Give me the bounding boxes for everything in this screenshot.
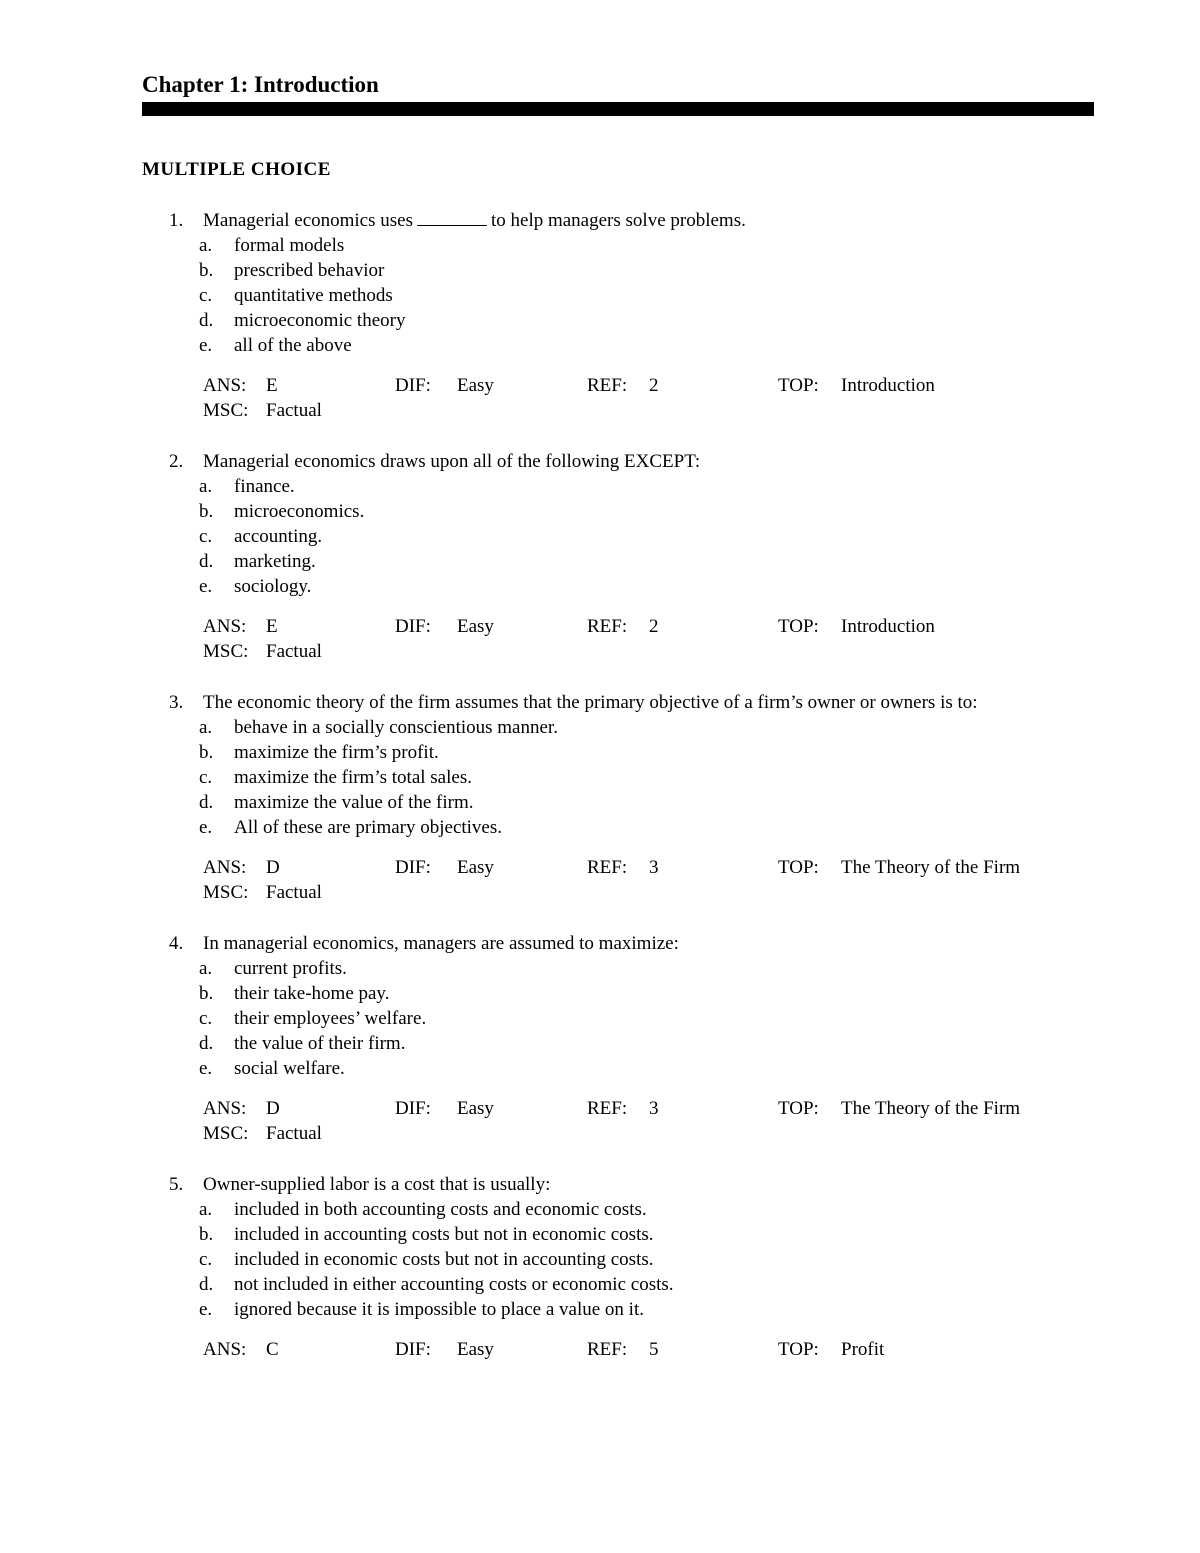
msc-value: Factual	[266, 400, 322, 421]
option-text: prescribed behavior	[234, 260, 385, 281]
answer-metadata	[142, 1096, 1094, 1146]
option-a	[142, 233, 1094, 258]
top-value: Introduction	[841, 616, 935, 637]
msc-label: MSC:	[203, 1123, 249, 1144]
ref-label: REF:	[587, 1339, 628, 1360]
option-letter: e.	[199, 335, 213, 356]
option-text: maximize the firm’s profit.	[234, 742, 439, 763]
msc-label: MSC:	[203, 882, 249, 903]
option-letter: a.	[199, 235, 213, 256]
ans-value: C	[266, 1339, 279, 1360]
dif-label: DIF:	[395, 857, 431, 878]
option-letter: d.	[199, 1033, 214, 1054]
question-number: 4.	[169, 933, 184, 954]
option-c	[142, 1247, 1094, 1272]
option-text: finance.	[234, 476, 295, 497]
question-number: 1.	[169, 210, 184, 231]
ans-value: D	[266, 857, 280, 878]
option-d	[142, 308, 1094, 333]
option-letter: d.	[199, 551, 214, 572]
option-letter: e.	[199, 1058, 213, 1079]
option-text: included in economic costs but not in accounting costs.	[234, 1249, 654, 1270]
ref-value: 3	[649, 857, 659, 878]
option-text: All of these are primary objectives.	[234, 817, 503, 838]
question-3	[142, 690, 1094, 905]
ref-value: 2	[649, 375, 659, 396]
dif-label: DIF:	[395, 616, 431, 637]
option-text: included in both accounting costs and economic costs.	[234, 1199, 647, 1220]
option-text: microeconomics.	[234, 501, 365, 522]
option-e	[142, 574, 1094, 599]
question-4	[142, 931, 1094, 1146]
answer-metadata	[142, 855, 1094, 905]
option-text: ignored because it is impossible to place a value on it.	[234, 1299, 644, 1320]
option-list	[142, 1197, 1094, 1322]
answer-metadata	[142, 614, 1094, 664]
option-text: behave in a socially conscientious manner.	[234, 717, 558, 738]
top-value: The Theory of the Firm	[841, 1098, 1021, 1119]
dif-value: Easy	[457, 857, 494, 878]
dif-label: DIF:	[395, 1339, 431, 1360]
dif-label: DIF:	[395, 375, 431, 396]
ref-label: REF:	[587, 616, 628, 637]
dif-label: DIF:	[395, 1098, 431, 1119]
question-text: Managerial economics draws upon all of the following EXCEPT:	[203, 451, 701, 472]
option-text: marketing.	[234, 551, 316, 572]
option-b	[142, 499, 1094, 524]
question-number: 5.	[169, 1174, 184, 1195]
ans-label: ANS:	[203, 375, 247, 396]
ans-label: ANS:	[203, 857, 247, 878]
title-rule	[142, 102, 1094, 116]
top-label: TOP:	[778, 375, 819, 396]
option-c	[142, 1006, 1094, 1031]
option-letter: d.	[199, 1274, 214, 1295]
option-d	[142, 790, 1094, 815]
option-letter: c.	[199, 1008, 213, 1029]
option-e	[142, 1297, 1094, 1322]
option-c	[142, 283, 1094, 308]
document-page	[142, 70, 1094, 1362]
option-list	[142, 474, 1094, 599]
msc-label: MSC:	[203, 641, 249, 662]
question-number: 2.	[169, 451, 184, 472]
option-text: quantitative methods	[234, 285, 393, 306]
option-c	[142, 524, 1094, 549]
option-text: sociology.	[234, 576, 312, 597]
ref-value: 5	[649, 1339, 659, 1360]
ans-label: ANS:	[203, 1098, 247, 1119]
option-text: included in accounting costs but not in economic costs.	[234, 1224, 654, 1245]
option-b	[142, 1222, 1094, 1247]
dif-value: Easy	[457, 616, 494, 637]
option-letter: c.	[199, 285, 213, 306]
option-text: all of the above	[234, 335, 352, 356]
option-list	[142, 956, 1094, 1081]
question-text-after: to help managers solve problems.	[490, 210, 746, 231]
option-a	[142, 474, 1094, 499]
option-letter: b.	[199, 501, 214, 522]
question-text: The economic theory of the firm assumes that the primary objective of a firm’s owner or owners is to:	[203, 692, 978, 713]
option-a	[142, 715, 1094, 740]
question-2	[142, 449, 1094, 664]
option-d	[142, 549, 1094, 574]
option-text: their employees’ welfare.	[234, 1008, 427, 1029]
option-letter: a.	[199, 476, 213, 497]
option-b	[142, 258, 1094, 283]
option-a	[142, 1197, 1094, 1222]
top-label: TOP:	[778, 616, 819, 637]
option-text: formal models	[234, 235, 345, 256]
msc-label: MSC:	[203, 400, 249, 421]
option-text: maximize the firm’s total sales.	[234, 767, 472, 788]
dif-value: Easy	[457, 1098, 494, 1119]
ans-value: E	[266, 375, 278, 396]
ans-value: D	[266, 1098, 280, 1119]
option-letter: b.	[199, 1224, 214, 1245]
option-e	[142, 1056, 1094, 1081]
question-text: In managerial economics, managers are assumed to maximize:	[203, 933, 679, 954]
msc-value: Factual	[266, 641, 322, 662]
option-letter: b.	[199, 983, 214, 1004]
ref-value: 2	[649, 616, 659, 637]
top-label: TOP:	[778, 1339, 819, 1360]
option-letter: e.	[199, 817, 213, 838]
option-b	[142, 740, 1094, 765]
option-list	[142, 233, 1094, 358]
top-value: The Theory of the Firm	[841, 857, 1021, 878]
option-letter: e.	[199, 576, 213, 597]
question-5	[142, 1172, 1094, 1362]
option-letter: e.	[199, 1299, 213, 1320]
top-value: Profit	[841, 1339, 885, 1360]
option-text: their take-home pay.	[234, 983, 390, 1004]
option-text: social welfare.	[234, 1058, 345, 1079]
top-label: TOP:	[778, 1098, 819, 1119]
option-text: maximize the value of the firm.	[234, 792, 474, 813]
option-list	[142, 715, 1094, 840]
section-heading: MULTIPLE CHOICE	[142, 159, 331, 180]
question-text: Owner-supplied labor is a cost that is usually:	[203, 1174, 551, 1195]
option-text: microeconomic theory	[234, 310, 406, 331]
msc-value: Factual	[266, 1123, 322, 1144]
dif-value: Easy	[457, 375, 494, 396]
top-value: Introduction	[841, 375, 935, 396]
option-text: not included in either accounting costs or economic costs.	[234, 1274, 674, 1295]
answer-metadata	[142, 373, 1094, 423]
ref-label: REF:	[587, 1098, 628, 1119]
option-letter: d.	[199, 310, 214, 331]
question-text-before: Managerial economics uses	[203, 210, 413, 231]
option-text: current profits.	[234, 958, 347, 979]
option-letter: c.	[199, 526, 213, 547]
ans-label: ANS:	[203, 1339, 247, 1360]
option-letter: d.	[199, 792, 214, 813]
option-letter: a.	[199, 717, 213, 738]
option-letter: a.	[199, 958, 213, 979]
option-d	[142, 1031, 1094, 1056]
ans-value: E	[266, 616, 278, 637]
msc-value: Factual	[266, 882, 322, 903]
question-number: 3.	[169, 692, 184, 713]
option-letter: c.	[199, 1249, 213, 1270]
chapter-title: Chapter 1: Introduction	[142, 72, 379, 97]
option-letter: a.	[199, 1199, 213, 1220]
ref-label: REF:	[587, 375, 628, 396]
option-e	[142, 333, 1094, 358]
option-letter: b.	[199, 260, 214, 281]
top-label: TOP:	[778, 857, 819, 878]
question-1	[142, 208, 1094, 423]
option-text: the value of their firm.	[234, 1033, 406, 1054]
option-letter: c.	[199, 767, 213, 788]
dif-value: Easy	[457, 1339, 494, 1360]
option-e	[142, 815, 1094, 840]
answer-blank	[417, 210, 487, 226]
option-c	[142, 765, 1094, 790]
ref-label: REF:	[587, 857, 628, 878]
answer-metadata	[142, 1337, 1094, 1362]
option-letter: b.	[199, 742, 214, 763]
option-a	[142, 956, 1094, 981]
option-text: accounting.	[234, 526, 323, 547]
option-b	[142, 981, 1094, 1006]
ref-value: 3	[649, 1098, 659, 1119]
option-d	[142, 1272, 1094, 1297]
question-text	[203, 208, 746, 233]
ans-label: ANS:	[203, 616, 247, 637]
